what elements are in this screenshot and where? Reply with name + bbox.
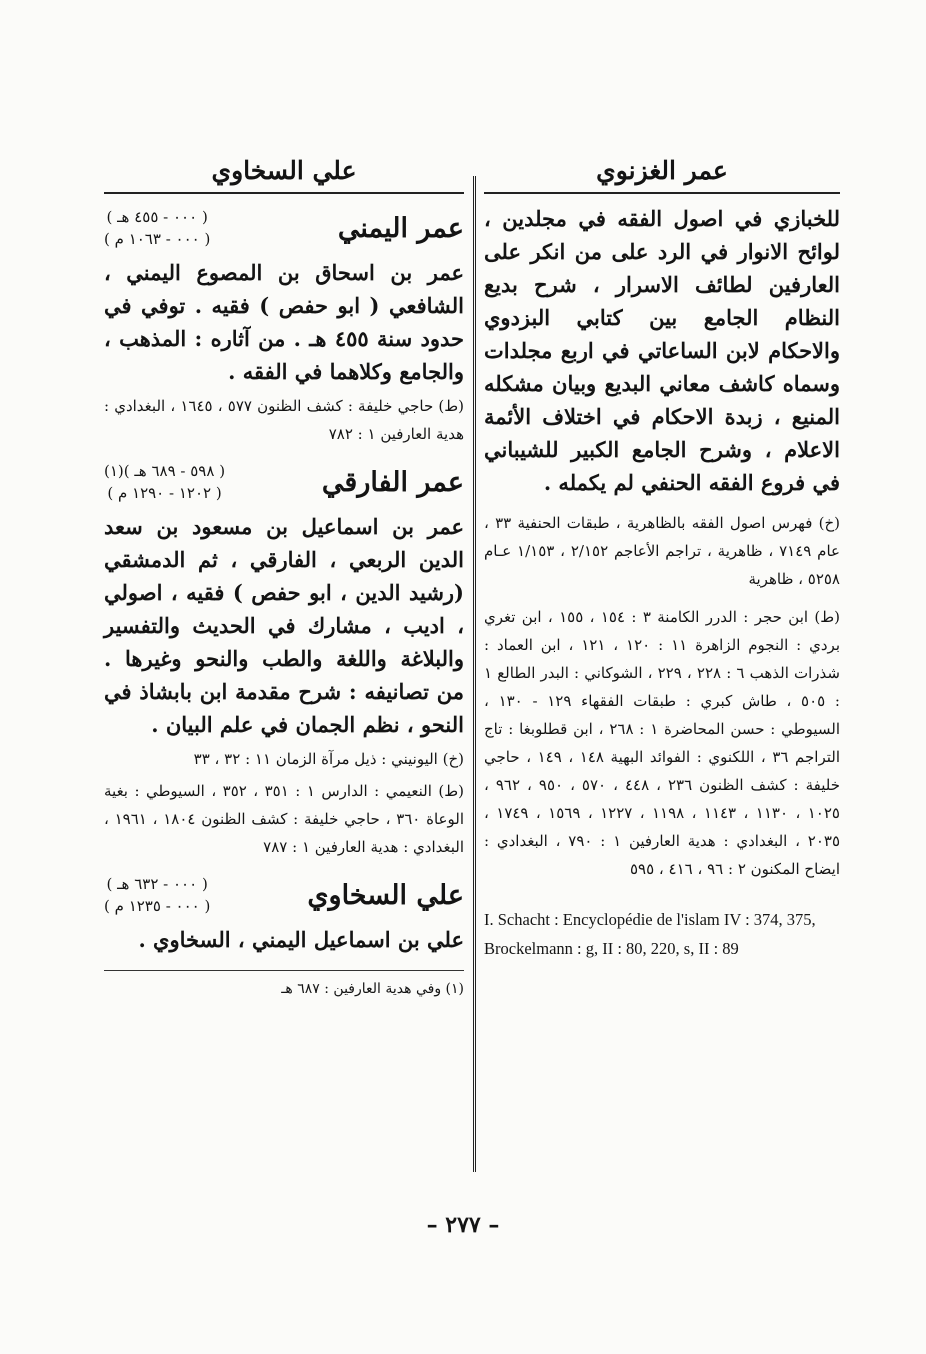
entry-dates xyxy=(104,873,210,917)
manuscript-references: (خ) فهرس اصول الفقه بالظاهرية ، طبقات الحنفية ٣٣ ، عام ٧١٤٩ ، ظاهرية ، تراجم الأعاجم ٢/١٥٢ ، ١/١٥٣ عـام ٥٢٥٨ ، ظاهرية xyxy=(484,514,841,588)
entry-name: علي السخاوي xyxy=(307,879,464,911)
footnote: (١) وفي هدية العارفين : ٦٨٧ هـ xyxy=(104,970,464,997)
left-column xyxy=(104,150,464,997)
entry-text: علي بن اسماعيل اليمني ، السخاوي . xyxy=(138,927,464,952)
dates-gregorian: ( ٠٠٠ - ١٢٣٥ م ) xyxy=(104,897,211,915)
left-column-header: علي السخاوي xyxy=(104,150,464,194)
entry-dates xyxy=(104,206,210,250)
dates-hijri: ( ٥٩٨ - ٦٨٩ هـ )(١) xyxy=(104,462,226,480)
entry-continuation-text: للخبازي في اصول الفقه في مجلدين ، لوائح الانوار في الرد على من انكر على العارفين لطائف الاسرار ، شرح بديع النظام الجامع بين كتابي البزدوي والاحكام لابن الساعاتي في اربع مجلدات وسماه كاشف معاني البديع وبيان مشكله المنيع ، زبدة الاحكام في اختلاف الأئمة الاعلام ، وشرح الجامع الكبير للشيباني في فروع الفقه الحنفي لم يكمله . xyxy=(484,206,840,495)
biography-entry xyxy=(104,206,464,448)
page-number: – ٢٧٧ – xyxy=(426,1212,500,1238)
dates-hijri: ( ٠٠٠ - ٤٥٥ هـ ) xyxy=(106,208,208,226)
entry-heading xyxy=(104,206,464,250)
right-column xyxy=(484,150,840,963)
entry-heading xyxy=(104,460,464,504)
biography-entry xyxy=(104,873,464,956)
dates-gregorian: ( ١٢٠٢ - ١٢٩٠ م ) xyxy=(107,484,222,502)
entry-reference: (ط) النعيمي : الدارس ١ : ٣٥١ ، ٣٥٢ ، السيوطي : بغية الوعاة ٣٦٠ ، حاجي خليفة : كشف الظنون ١٨٠٤ ، ١٩٦١ ، البغدادي : هدية العارفين ١ : ٧٨٧ xyxy=(104,782,464,856)
entry-text: عمر بن اسحاق بن المصوع اليمني ، الشافعي ( ابو حفص ) فقيه . توفي في حدود سنة ٤٥٥ هـ . من آثاره : المذهب ، والجامع وكلاهما في الفقه . xyxy=(104,260,464,384)
biography-entry xyxy=(104,460,464,861)
column-divider xyxy=(473,176,476,1172)
entry-reference: (خ) اليونيني : ذيل مرآة الزمان ١١ : ٣٢ ، ٣٣ xyxy=(193,750,464,768)
right-column-header: عمر الغزنوي xyxy=(484,150,840,194)
entry-heading xyxy=(104,873,464,917)
entry-name: عمر الفارقي xyxy=(321,466,464,498)
entry-dates xyxy=(104,460,225,504)
entry-reference: (ط) حاجي خليفة : كشف الظنون ٥٧٧ ، ١٦٤٥ ، البغدادي : هدية العارفين ١ : ٧٨٢ xyxy=(104,397,464,443)
latin-references: I. Schacht : Encyclopédie de l'islam IV : 374, 375, Brockelmann : g, II : 80, 220, s, II : 89 xyxy=(484,910,816,958)
entry-text: عمر بن اسماعيل بن مسعود بن سعد الدين الربعي ، الفارقي ، ثم الدمشقي (رشيد الدين ، ابو حفص ) فقيه ، اصولي ، اديب ، مشارك في الحديث والتفسير والبلاغة واللغة والطب والنحو وغيرها . من تصانيفه : شرح مقدمة ابن بابشاذ في النحو ، نظم الجمان في علم البيان . xyxy=(104,514,464,737)
entry-name: عمر اليمني xyxy=(337,212,464,244)
printed-references: (ط) ابن حجر : الدرر الكامنة ٣ : ١٥٤ ، ١٥٥ ، ابن تغري بردي : النجوم الزاهرة ١١ : ١٢٠ ، ١٢١ ، ابن العماد : شذرات الذهب ٦ : ٢٢٨ ، ٢٢٩ ، الشوكاني : البدر الطالع ١ : ٥٠٥ ، طاش كبري : طبقات الفقهاء ١٢٩ - ١٣٠ ، السيوطي : حسن المحاضرة ١ : ٢٦٨ ، ابن قطلوبغا : تاج التراجم ٣٦ ، اللكنوي : الفوائد البهية ١٤٨ ، ١٤٩ ، حاجي خليفة : كشف الظنون ٢٣٦ ، ٤٤٨ ، ٥٧٠ ، ٩٥٠ ، ٩٦٢ ، ١٠٢٥ ، ١١٣٠ ، ١١٤٣ ، ١١٩٨ ، ١٢٢٧ ، ١٥٦٩ ، ١٧٤٩ ، ٢٠٣٥ ، البغدادي : هدية العارفين ١ : ٧٩٠ ، البغدادي : ايضاح المكنون ٢ : ٩٦ ، ٤١٦ ، ٥٩٥ xyxy=(484,608,841,878)
dates-gregorian: ( ٠٠٠ - ١٠٦٣ م ) xyxy=(104,230,211,248)
dates-hijri: ( ٠٠٠ - ٦٣٢ هـ ) xyxy=(106,875,208,893)
